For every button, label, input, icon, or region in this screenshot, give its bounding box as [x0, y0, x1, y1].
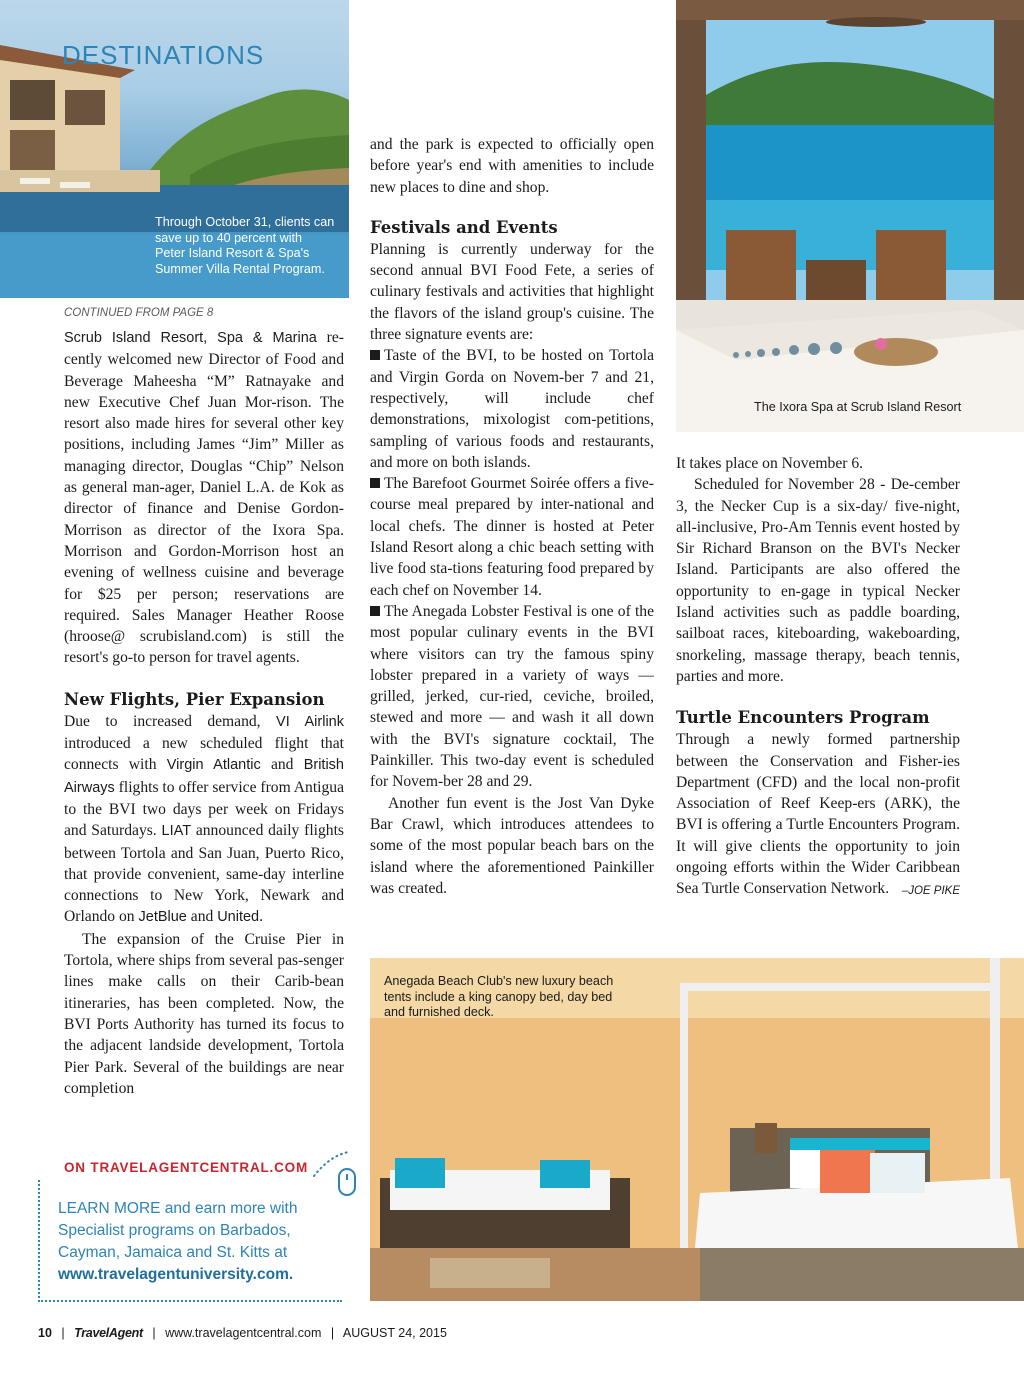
column-3 [676, 453, 960, 903]
bullet-square-icon [370, 350, 380, 360]
necker-cup-paragraph: Scheduled for November 28 - De-cember 3, the Necker Cup is a six-day/ five-night, all-inclusive, Pro-Am Tennis event hosted by Sir Richard Branson on the BVI's Necker Island. Participants are also offered the opportunity to en-gage in typical Necker Island activities such as paddle boarding, sailboat races, kiteboarding, wakeboarding, snorkeling, massage therapy, beach tennis, parties and more. [676, 476, 960, 685]
mouse-icon [338, 1168, 356, 1196]
brand-jetblue: JetBlue [138, 909, 187, 926]
issue-date: AUGUST 24, 2015 [342, 1326, 447, 1340]
spa-caption: The Ixora Spa at Scrub Island Resort [754, 400, 962, 414]
tent-caption: Anegada Beach Club's new luxury beach tents include a king canopy bed, day bed and furnished deck. [384, 974, 614, 1019]
brand-virgin-atlantic: Virgin Atlantic [166, 757, 261, 774]
park-continued-paragraph: and the park is expected to officially open before year's end with amenities to include new places to dine and shop. [370, 136, 654, 196]
cruise-pier-paragraph: The expansion of the Cruise Pier in Tortola, where ships from several pas-senger lines make calls on their Carib-bean itineraries, has been completed. Now, the BVI Ports Authority has turned its focus to the adjacent landside development, Tortola Pier Park. Several of the buildings are near completion [64, 930, 344, 1097]
brand-liat: LIAT [161, 823, 192, 840]
promo-heading: ON TRAVELAGENTCENTRAL.COM [64, 1160, 308, 1175]
bar-crawl-date-paragraph: It takes place on November 6. [676, 455, 864, 472]
author-byline: –JOE PIKE [901, 885, 960, 898]
bullet-square-icon [370, 606, 380, 616]
turtle-paragraph: Through a newly formed partnership between the Conservation and Fisher-ies Department (CFD) and the local non-profit Association of Reef Keep-ers (ARK), the BVI is offering a Turtle Encounters Program. It will give clients the opportunity to join ongoing efforts within the Wider Caribbean Sea Turtle Conservation Network. –JOE PIKE [676, 729, 960, 899]
brand-british-airways: British Airways [64, 757, 344, 796]
villa-photo [0, 0, 349, 298]
page-footer: 10 | TravelAgent | www.travelagentcentral.com | AUGUST 24, 2015 [38, 1326, 447, 1340]
column-2 [370, 134, 654, 899]
bullet-barefoot-gourmet: The Barefoot Gourmet Soirée offers a five-course meal prepared by inter-national and local chefs. The dinner is hosted at Peter Island Resort along a chic beach setting with live food sta-tions featuring food prepared by each chef on November 14. [370, 475, 654, 599]
villa-caption: Through October 31, clients can save up to 40 percent with Peter Island Resort & Spa's Summer Villa Rental Program. [155, 215, 335, 276]
magazine-name: TravelAgent [74, 1326, 143, 1340]
promo-link[interactable]: www.travelagentuniversity.com. [58, 1266, 294, 1283]
footer-site-link[interactable]: www.travelagentcentral.com [165, 1326, 322, 1340]
bullet-square-icon [370, 478, 380, 488]
scrub-island-paragraph: Scrub Island Resort, Spa & Marina re-cently welcomed new Director of Food and Beverage Maheesha “M” Ratnayake and new Executive Chef Juan Mor-rison. The resort also made hires for several other key positions, including James “Jim” Miller as managing director, Douglas “Chip” Nelson as general man-ager, Daniel L.A. de Kok as director of finance and Denise Gordon-Morrison as director of the Ixora Spa. Morrison and Gordon-Morrison host an evening of wellness cuisine and beverage for $25 per person; reservations are required. Sales Manager Heather Roose (hroose@ scrubisland.com) is still the resort's go-to person for travel agents. [64, 329, 344, 667]
promo-text: LEARN MORE and earn more with Specialist programs on Barbados, Cayman, Jamaica and St. Kitts at www.travelagentuniversity.com. [58, 1200, 298, 1283]
brand-vi-airlink: VI Airlink [276, 713, 344, 730]
spa-photo [676, 0, 1024, 432]
food-fete-paragraph: Planning is currently underway for the second annual BVI Food Fete, a series of culinary festivals and activities that highlight the flavors of the island group's cuisine. The three signature events are: [370, 240, 654, 344]
heading-festivals: Festivals and Events [370, 217, 558, 237]
heading-turtle: Turtle Encounters Program [676, 708, 930, 728]
bullet-taste-of-bvi: Taste of the BVI, to be hosted on Tortola and Virgin Gorda on Novem-ber 7 and 21, respectively, will include chef demonstrations, mixologist com-petitions, sampling of various foods and restaurants, and more on both islands. [370, 347, 654, 471]
brand-scrub-island: Scrub Island Resort, Spa & Marina [64, 330, 317, 346]
bullet-lobster-festival: The Anegada Lobster Festival is one of the most popular culinary events in the BVI where visitors can try the famous spiny lobster prepared in a variety of ways — grilled, jerked, cur-ried, ceviche, broiled, stewed and more — and wash it all down with the BVI's signature cocktail, The Painkiller. This two-day event is scheduled for Novem-ber 28 and 29. [370, 602, 654, 791]
section-title: DESTINATIONS [62, 40, 265, 70]
flights-paragraph: Due to increased demand, VI Airlink introduced a new scheduled flight that connects with Virgin Atlantic and British Airways flights to offer service from Antigua to the BVI two days per week on Fridays and Saturdays. LIAT announced daily flights between Tortola and San Juan, Puerto Rico, that provide convenient, same-day interline connections to New York, Newark and Orlando on JetBlue and United. [64, 712, 344, 926]
page-number: 10 [38, 1326, 52, 1340]
heading-flights: New Flights, Pier Expansion [64, 689, 325, 709]
brand-united: United [217, 909, 260, 926]
bar-crawl-paragraph: Another fun event is the Jost Van Dyke Bar Crawl, which introduces attendees to some of the most popular beach bars on the island where the aforementioned Painkiller was created. [370, 794, 654, 897]
continued-note: CONTINUED FROM PAGE 8 [64, 307, 214, 319]
tent-photo [370, 958, 1024, 1301]
column-1 [64, 305, 344, 1099]
